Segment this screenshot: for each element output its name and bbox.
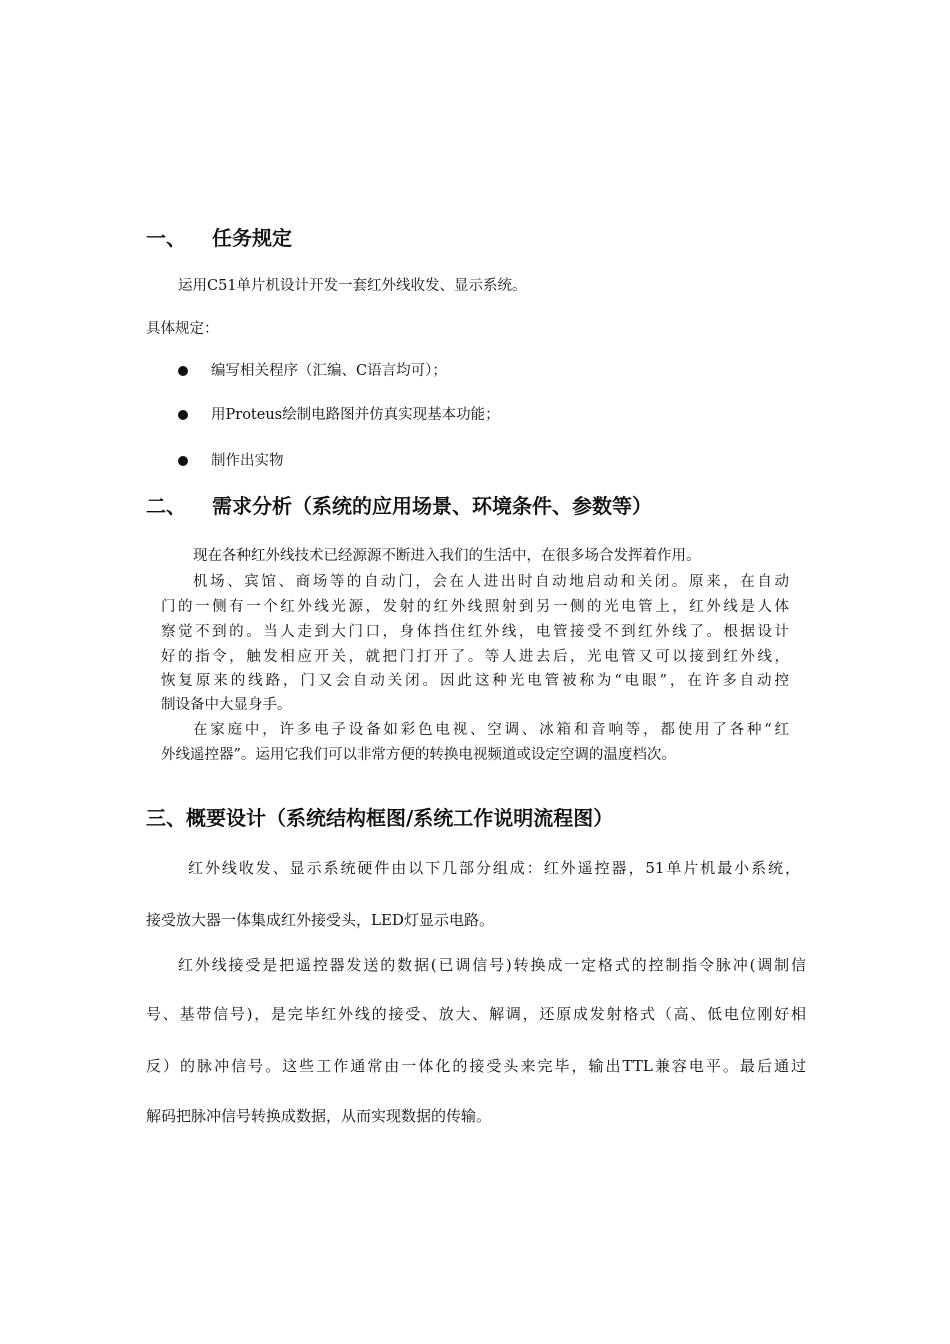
bullet-item-2: 用Proteus绘制电路图并仿真实现基本功能； (211, 407, 500, 423)
section-1-sub-label: 具体规定： (146, 321, 219, 337)
section-1-intro: 运用C51单片机设计开发一套红外线收发、显示系统。 (178, 278, 527, 294)
bullet-item-1: 编写相关程序（汇编、C语言均可）； (211, 363, 447, 379)
section-3-line-3: 红外线接受是把遥控器发送的数据(已调信号)转换成一定格式的控制指令脉冲(调制信 (178, 956, 806, 974)
section-2-line-3: 门的一侧有一个红外线光源，发射的红外线照射到另一侧的光电管上，红外线是人体 (161, 599, 789, 615)
section-3-line-2: 接受放大器一体集成红外接受头，LED灯显示电路。 (146, 911, 494, 929)
section-2-line-8: 在家庭中，许多电子设备如彩色电视、空调、冰箱和音响等，都使用了各种“红 (193, 722, 789, 738)
section-3-line-5: 反）的脉冲信号。这些工作通常由一体化的接受头来完毕，输出TTL兼容电平。最后通过 (146, 1057, 806, 1075)
section-1-number: 一、 (146, 226, 186, 250)
bullet-item-3: 制作出实物 (211, 453, 284, 469)
section-2-line-5: 好的指令，触发相应开关，就把门打开了。等人进去后，光电管又可以接到红外线， (161, 649, 789, 665)
bullet-icon (178, 456, 188, 466)
section-3-line-6: 解码把脉冲信号转换成数据，从而实现数据的传输。 (146, 1107, 492, 1125)
section-1-title: 任务规定 (212, 226, 292, 250)
bullet-icon (178, 410, 188, 420)
section-3-heading: 三、概要设计（系统结构框图/系统工作说明流程图） (146, 806, 614, 830)
section-3-line-4: 号、基带信号)，是完毕红外线的接受、放大、解调，还原成发射格式（高、低电位刚好相 (146, 1005, 806, 1023)
bullet-icon (178, 366, 188, 376)
section-1-heading (146, 226, 292, 250)
section-2-title: 需求分析（系统的应用场景、环境条件、参数等） (212, 494, 652, 518)
section-2-line-4: 察觉不到的。当人走到大门口，身体挡住红外线，电管接受不到红外线了。根据设计 (161, 624, 789, 640)
section-2-line-9: 外线遥控器”。运用它我们可以非常方便的转换电视频道或设定空调的温度档次。 (161, 747, 676, 763)
section-2-line-2: 机场、宾馆、商场等的自动门，会在人进出时自动地启动和关闭。原来，在自动 (193, 574, 789, 590)
section-2-number: 二、 (146, 494, 186, 518)
section-2-line-1: 现在各种红外线技术已经源源不断进入我们的生活中，在很多场合发挥着作用。 (193, 548, 701, 564)
section-2-line-6: 恢复原来的线路，门又会自动关闭。因此这种光电管被称为“电眼”，在许多自动控 (161, 673, 789, 689)
section-2-line-7: 制设备中大显身手。 (161, 697, 292, 713)
section-3-line-1: 红外线收发、显示系统硬件由以下几部分组成：红外遥控器，51单片机最小系统， (188, 859, 800, 877)
section-2-heading (146, 494, 652, 518)
